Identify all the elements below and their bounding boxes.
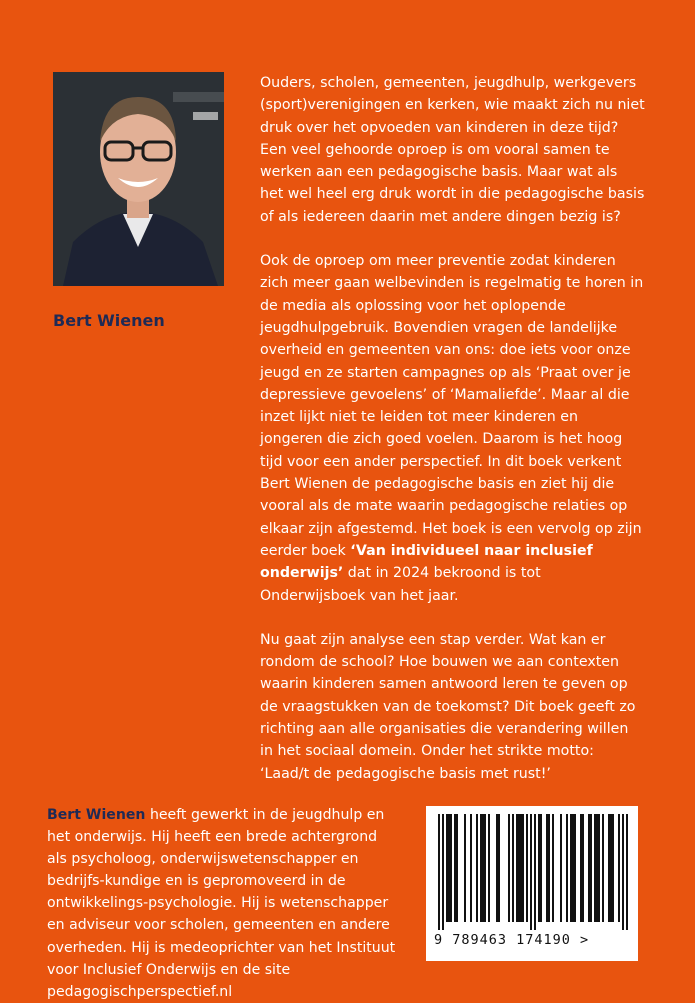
author-portrait-icon — [53, 72, 224, 286]
barcode-bar — [534, 814, 536, 930]
barcode-bar — [546, 814, 548, 922]
barcode-bar — [598, 814, 600, 922]
barcode-bar — [574, 814, 576, 922]
previous-book-title: ‘Van individueel naar inclusief onderwijs’ — [260, 542, 593, 582]
barcode-bar — [480, 814, 482, 922]
barcode-bar — [610, 814, 612, 922]
barcode-bar — [590, 814, 592, 922]
barcode-bar — [612, 814, 614, 922]
barcode-bar — [582, 814, 584, 922]
blurb-p2-end: dat in 2024 bekroond is tot Onderwijsboek van het jaar. — [260, 565, 541, 604]
author-name: Bert Wienen — [53, 311, 165, 330]
barcode-bar — [580, 814, 582, 922]
barcode-bar — [512, 814, 514, 922]
author-photo — [53, 72, 224, 286]
barcode-bar — [588, 814, 590, 922]
barcode-bar — [476, 814, 478, 922]
barcode-bar — [498, 814, 500, 922]
isbn-digits: 9 789463 174190 > — [434, 932, 590, 948]
barcode-bar — [448, 814, 450, 922]
barcode-bar — [496, 814, 498, 922]
barcode-bar — [526, 814, 528, 922]
blurb-paragraph-1: Ouders, scholen, gemeenten, jeugdhulp, werkgevers (sport)verenigingen en kerken, wie maakt zich nu niet druk over het opvoeden van kinderen in deze tijd? Een veel gehoorde oproep is om vooral samen te werken aan een pedagogische basis. Maar wat als het wel heel erg druk wordt in die pedagogische basis of als iedereen daarin met andere dingen bezig is? — [260, 75, 645, 225]
barcode-bar — [488, 814, 490, 922]
barcode-bar — [454, 814, 456, 922]
barcode-bar — [594, 814, 596, 922]
barcode-bar — [552, 814, 554, 922]
barcode-bar — [530, 814, 532, 930]
barcode-bar — [520, 814, 522, 922]
barcode-bar — [518, 814, 520, 922]
barcode-bar — [608, 814, 610, 922]
barcode-bar — [570, 814, 572, 922]
barcode-bar — [522, 814, 524, 922]
barcode-bar — [602, 814, 604, 922]
barcode-bar — [516, 814, 518, 922]
barcode-bar — [548, 814, 550, 922]
barcode-bar — [508, 814, 510, 922]
barcode-bars-icon — [426, 806, 638, 932]
barcode-bar — [470, 814, 472, 922]
author-bio — [47, 804, 399, 1003]
isbn-barcode — [426, 806, 638, 961]
barcode-bar — [596, 814, 598, 922]
barcode-bar — [442, 814, 444, 930]
bio-author-name: Bert Wienen — [47, 807, 146, 823]
blurb-text — [260, 72, 645, 807]
barcode-bar — [438, 814, 440, 930]
blurb-paragraph-2 — [260, 250, 645, 607]
barcode-bar — [482, 814, 484, 922]
blurb-paragraph-3: Nu gaat zijn analyse een stap verder. Wat kan er rondom de school? Hoe bouwen we aan contexten waarin kinderen samen antwoord leren te geven op de vraagstukken van de toekomst? Dit boek geeft zo richting aan alle organisaties die verandering willen in het sociaal domein. Onder het strikte motto: ‘Laad/t de pedagogische basis met rust!’ — [260, 631, 636, 782]
barcode-bar — [484, 814, 486, 922]
barcode-bar — [572, 814, 574, 922]
barcode-bar — [622, 814, 624, 930]
barcode-bar — [626, 814, 628, 930]
barcode-bar — [560, 814, 562, 922]
barcode-bar — [464, 814, 466, 922]
barcode-bar — [566, 814, 568, 922]
bio-text: heeft gewerkt in de jeugdhulp en het onderwijs. Hij heeft een brede achtergrond als psycholoog, onderwijswetenschapper en bedrijfs-kundige en is gepromoveerd in de ontwikkelings-psychologie. Hij is wetenschapper en adviseur voor scholen, gemeenten en andere overheden. Hij is medeoprichter van het Instituut voor Inclusief Onderwijs en de site pedagogischperspectief.nl — [47, 807, 396, 1000]
barcode-bar — [538, 814, 540, 922]
barcode-bar — [618, 814, 620, 922]
barcode-bar — [450, 814, 452, 922]
barcode-bar — [456, 814, 458, 922]
barcode-bar — [446, 814, 448, 922]
barcode-bar — [540, 814, 542, 922]
blurb-p2-text: Ook de oproep om meer preventie zodat kinderen zich meer gaan welbevinden is regelmatig te horen in de media als oplossing voor het oplopende jeugdhulpgebruik. Bovendien vragen de landelijke overheid en gemeenten van ons: doe iets voor onze jeugd en ze starten campagnes op als ‘Praat over je depressieve gevoelens’ of ‘Mamaliefde’. Maar al die inzet lijkt niet te leiden tot meer kinderen en jongeren die zich goed voelen. Daarom is het hoog tijd voor een ander perspectief. In dit boek verkent Bert Wienen de pedagogische basis en ziet hij die vooral als de mate waarin pedagogische relaties op elkaar zijn afgestemd. Het boek is een vervolg op zijn eerder boek — [260, 253, 644, 559]
